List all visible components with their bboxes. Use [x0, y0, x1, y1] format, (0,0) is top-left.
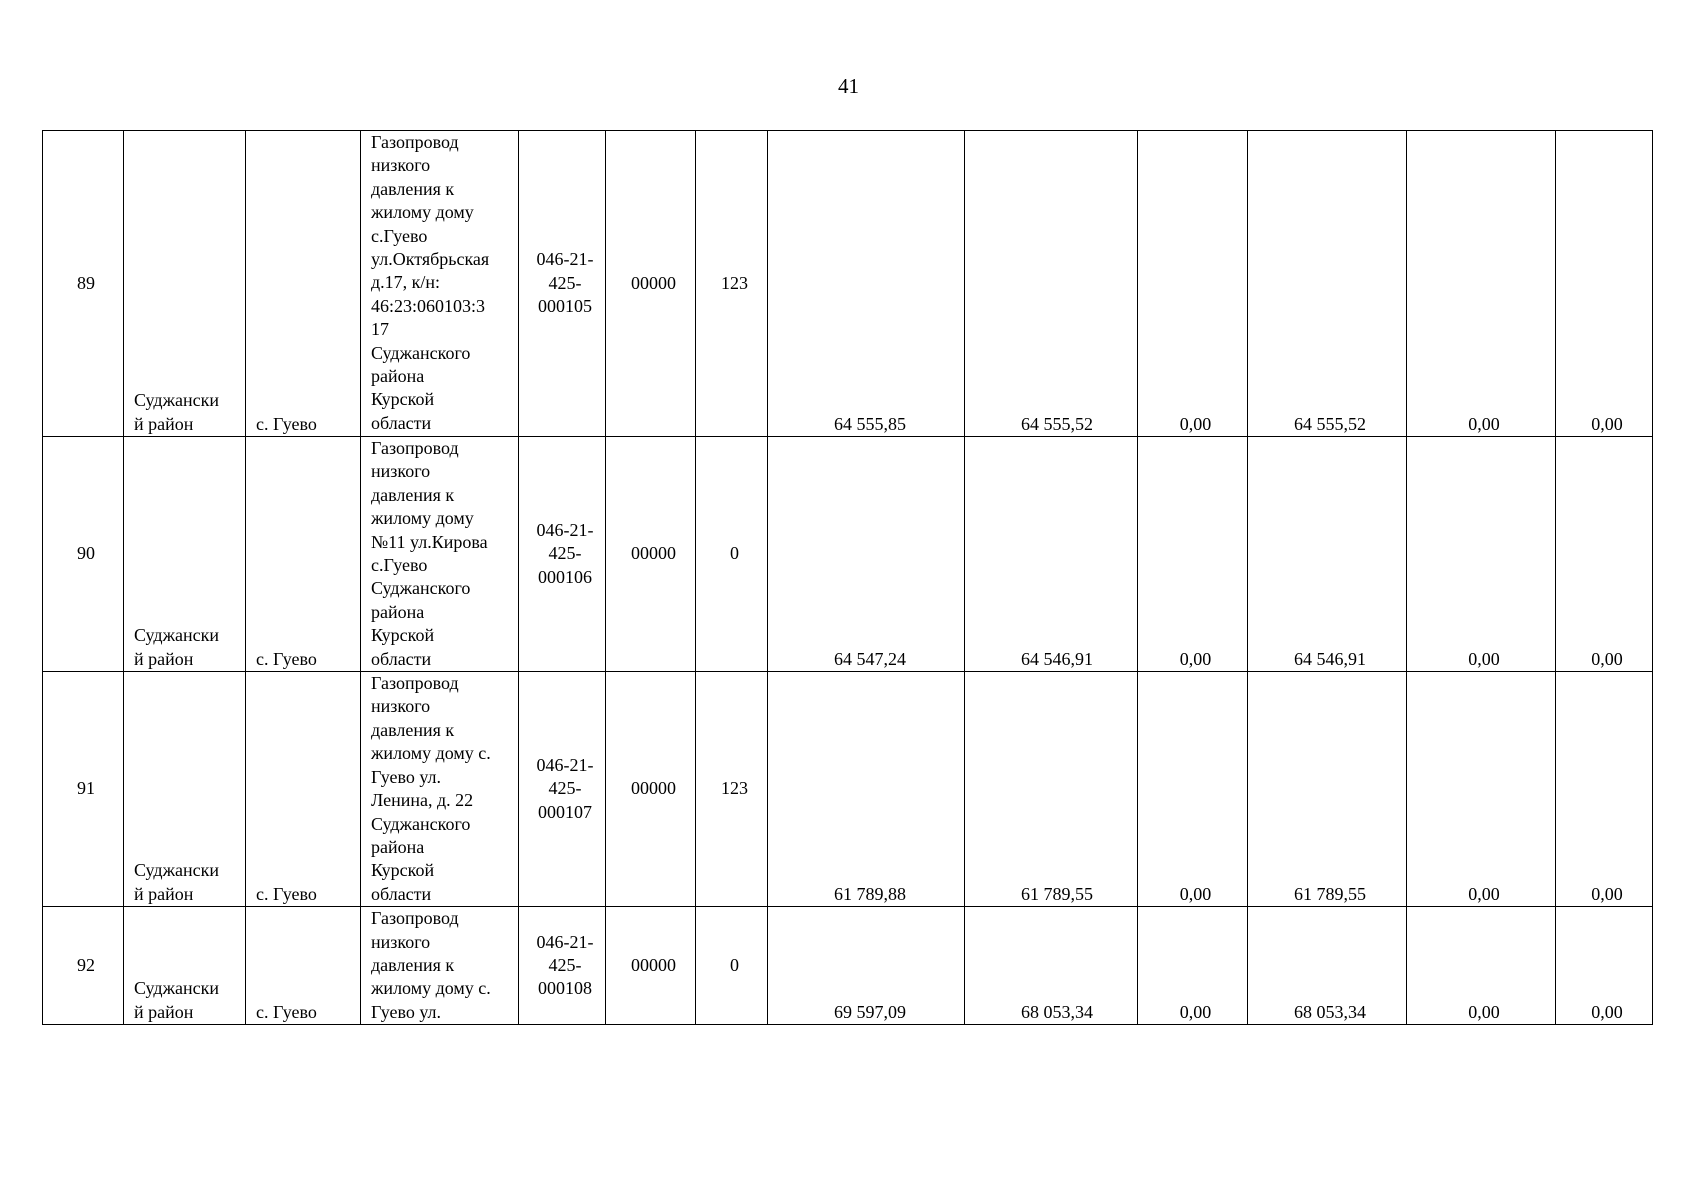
value-cell-2: 61 789,55	[965, 672, 1138, 907]
value-cell-3: 0,00	[1138, 437, 1248, 672]
table-row	[43, 907, 1653, 1025]
extra-code-cell: 0	[696, 907, 768, 1025]
object-description-cell: Газопровод низкого давления к жилому дому с. Гуево ул.	[361, 907, 519, 1025]
value-cell-4: 64 546,91	[1248, 437, 1407, 672]
table-row	[43, 131, 1653, 437]
value-cell-6: 0,00	[1556, 437, 1653, 672]
value-cell-3: 0,00	[1138, 907, 1248, 1025]
object-description-cell: Газопровод низкого давления к жилому дому с. Гуево ул. Ленина, д. 22 Суджанского района Курской области	[361, 672, 519, 907]
value-cell-5: 0,00	[1407, 131, 1556, 437]
value-cell-5: 0,00	[1407, 907, 1556, 1025]
value-cell-4: 64 555,52	[1248, 131, 1407, 437]
value-cell-4: 68 053,34	[1248, 907, 1407, 1025]
value-cell-5: 0,00	[1407, 672, 1556, 907]
district-cell: Суджански й район	[124, 437, 246, 672]
value-cell-3: 0,00	[1138, 131, 1248, 437]
value-cell-1: 69 597,09	[768, 907, 965, 1025]
value-cell-1: 64 547,24	[768, 437, 965, 672]
row-number: 91	[43, 672, 124, 907]
village-cell: с. Гуево	[246, 907, 361, 1025]
table-row	[43, 672, 1653, 907]
page-number: 41	[838, 74, 859, 98]
extra-code-cell: 0	[696, 437, 768, 672]
value-cell-2: 64 546,91	[965, 437, 1138, 672]
code-cell: 00000	[606, 131, 696, 437]
value-cell-2: 68 053,34	[965, 907, 1138, 1025]
value-cell-6: 0,00	[1556, 907, 1653, 1025]
village-cell: с. Гуево	[246, 672, 361, 907]
value-cell-5: 0,00	[1407, 437, 1556, 672]
row-number: 90	[43, 437, 124, 672]
value-cell-1: 64 555,85	[768, 131, 965, 437]
value-cell-3: 0,00	[1138, 672, 1248, 907]
district-cell: Суджански й район	[124, 907, 246, 1025]
code-cell: 00000	[606, 907, 696, 1025]
village-cell: с. Гуево	[246, 437, 361, 672]
object-description-cell: Газопровод низкого давления к жилому дому №11 ул.Кирова с.Гуево Суджанского района Курской области	[361, 437, 519, 672]
table-row	[43, 437, 1653, 672]
registry-number-cell: 046-21- 425- 000107	[519, 672, 606, 907]
register-table	[42, 130, 1653, 1025]
value-cell-2: 64 555,52	[965, 131, 1138, 437]
value-cell-6: 0,00	[1556, 131, 1653, 437]
village-cell: с. Гуево	[246, 131, 361, 437]
extra-code-cell: 123	[696, 672, 768, 907]
registry-number-cell: 046-21- 425- 000106	[519, 437, 606, 672]
value-cell-4: 61 789,55	[1248, 672, 1407, 907]
code-cell: 00000	[606, 437, 696, 672]
registry-number-cell: 046-21- 425- 000108	[519, 907, 606, 1025]
district-cell: Суджански й район	[124, 672, 246, 907]
row-number: 89	[43, 131, 124, 437]
district-cell: Суджански й район	[124, 131, 246, 437]
value-cell-6: 0,00	[1556, 672, 1653, 907]
code-cell: 00000	[606, 672, 696, 907]
object-description-cell: Газопровод низкого давления к жилому дому с.Гуево ул.Октябрьская д.17, к/н: 46:23:060103:3 17 Суджанского района Курской области	[361, 131, 519, 437]
registry-number-cell: 046-21- 425- 000105	[519, 131, 606, 437]
value-cell-1: 61 789,88	[768, 672, 965, 907]
row-number: 92	[43, 907, 124, 1025]
extra-code-cell: 123	[696, 131, 768, 437]
